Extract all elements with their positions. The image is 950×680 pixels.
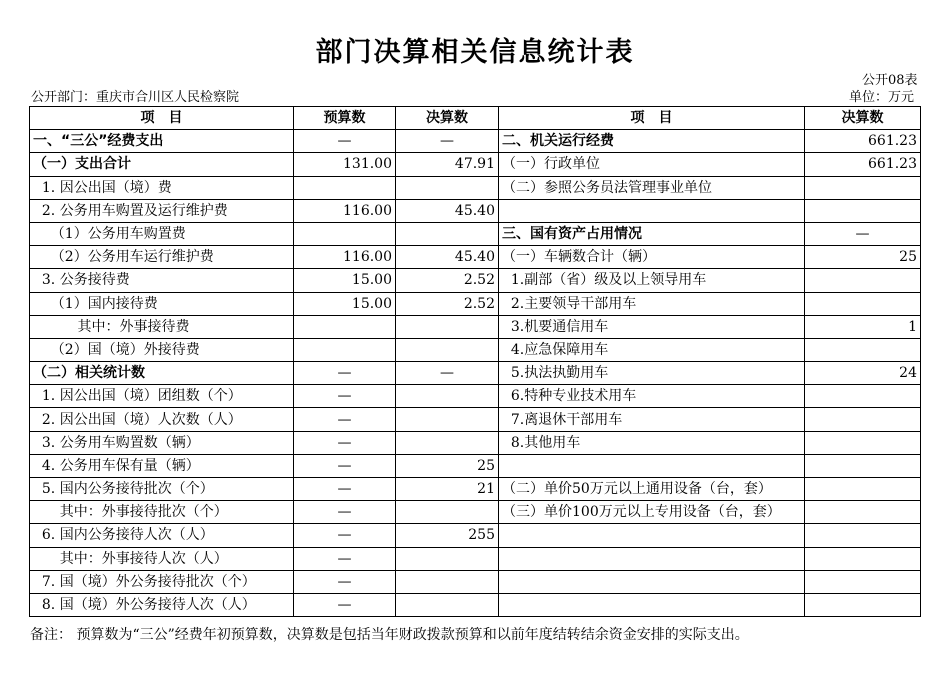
row-budget: — [294,431,396,454]
row-item-left: 一、“三公”经费支出 [30,130,294,153]
unit-label: 单位：万元 [849,90,915,105]
row-budget: — [294,593,396,616]
row-budget: 116.00 [294,199,396,222]
row-item-left: 5. 国内公务接待批次（个） [30,478,294,501]
row-budget: — [294,362,396,385]
table-row [30,454,921,477]
table-row [30,547,921,570]
row-budget [294,338,396,361]
table-row [30,199,921,222]
row-item-right: （一）车辆数合计（辆） [499,246,805,269]
table-row [30,222,921,245]
table-row [30,385,921,408]
row-final-right [805,478,921,501]
header-final-right: 决算数 [805,107,921,130]
row-final-left [396,547,499,570]
table-row [30,408,921,431]
row-final-left [396,570,499,593]
row-budget [294,222,396,245]
row-final-right [805,199,921,222]
row-final-left [396,408,499,431]
table-header-row [30,107,921,130]
row-final-left: 21 [396,478,499,501]
row-item-right: 7.离退休干部用车 [499,408,805,431]
table-row [30,524,921,547]
row-final-left [396,338,499,361]
table-row [30,130,921,153]
row-final-left: 2.52 [396,269,499,292]
row-item-right [499,570,805,593]
row-item-right [499,547,805,570]
table-row [30,362,921,385]
row-item-left: 1. 因公出国（境）费 [30,176,294,199]
row-final-right [805,454,921,477]
row-item-right: 2.主要领导干部用车 [499,292,805,315]
table-row [30,176,921,199]
form-number: 公开08表 [862,73,918,88]
row-final-left [396,431,499,454]
table-row [30,501,921,524]
row-item-right [499,199,805,222]
row-final-right: 661.23 [805,153,921,176]
row-item-right: 8.其他用车 [499,431,805,454]
row-final-right: 661.23 [805,130,921,153]
row-final-right: — [805,222,921,245]
row-final-right [805,593,921,616]
header-item-left: 项 目 [30,107,294,130]
row-final-left [396,176,499,199]
row-item-right: 二、机关运行经费 [499,130,805,153]
row-item-left: 4. 公务用车保有量（辆） [30,454,294,477]
table-row [30,153,921,176]
table-row [30,570,921,593]
row-item-left: 1. 因公出国（境）团组数（个） [30,385,294,408]
row-item-left: 7. 国（境）外公务接待批次（个） [30,570,294,593]
header-budget: 预算数 [294,107,396,130]
row-final-left: — [396,130,499,153]
header-final-left: 决算数 [396,107,499,130]
table-row [30,246,921,269]
row-final-right [805,547,921,570]
table-row [30,269,921,292]
row-final-right: 25 [805,246,921,269]
row-budget: 15.00 [294,292,396,315]
table-row [30,478,921,501]
row-item-right [499,454,805,477]
row-item-left: 其中：外事接待批次（个） [30,501,294,524]
row-final-left: — [396,362,499,385]
row-item-left: （1）国内接待费 [30,292,294,315]
row-final-right: 24 [805,362,921,385]
row-budget: — [294,524,396,547]
row-budget: — [294,501,396,524]
row-item-left: 2. 公务用车购置及运行维护费 [30,199,294,222]
row-final-left: 45.40 [396,246,499,269]
row-item-left: 3. 公务用车购置数（辆） [30,431,294,454]
row-budget: 15.00 [294,269,396,292]
row-budget: — [294,385,396,408]
row-budget: — [294,547,396,570]
row-item-right: 3.机要通信用车 [499,315,805,338]
row-item-left: 8. 国（境）外公务接待人次（人） [30,593,294,616]
table-row [30,431,921,454]
row-item-right: （三）单价100万元以上专用设备（台，套） [499,501,805,524]
row-final-right [805,338,921,361]
row-item-left: （二）相关统计数 [30,362,294,385]
row-final-right [805,408,921,431]
row-item-right: 6.特种专业技术用车 [499,385,805,408]
row-final-right [805,176,921,199]
row-budget [294,315,396,338]
row-budget [294,176,396,199]
statistics-table [29,106,921,617]
row-final-right [805,570,921,593]
row-item-left: 其中：外事接待人次（人） [30,547,294,570]
row-item-left: （2）国（境）外接待费 [30,338,294,361]
row-budget: 131.00 [294,153,396,176]
row-item-right [499,593,805,616]
row-final-right [805,501,921,524]
department-label: 公开部门：重庆市合川区人民检察院 [31,90,240,105]
row-final-left: 45.40 [396,199,499,222]
table-row [30,292,921,315]
row-item-left: （2）公务用车运行维护费 [30,246,294,269]
row-final-right [805,524,921,547]
row-budget: — [294,454,396,477]
footnote: 备注： 预算数为“三公”经费年初预算数，决算数是包括当年财政拨款预算和以前年度结转结余资金安排的实际支出。 [30,627,749,643]
row-final-right: 1 [805,315,921,338]
row-item-left: （1）公务用车购置费 [30,222,294,245]
row-item-left: （一）支出合计 [30,153,294,176]
row-budget: — [294,570,396,593]
row-item-left: 3. 公务接待费 [30,269,294,292]
row-item-left: 其中：外事接待费 [30,315,294,338]
row-final-right [805,385,921,408]
row-final-left [396,315,499,338]
table-row [30,593,921,616]
row-final-right [805,269,921,292]
page-title: 部门决算相关信息统计表 [315,37,635,68]
row-budget: — [294,478,396,501]
row-item-right: （二）单价50万元以上通用设备（台，套） [499,478,805,501]
row-item-right: 1.副部（省）级及以上领导用车 [499,269,805,292]
row-final-left: 25 [396,454,499,477]
row-budget: — [294,408,396,431]
row-final-left: 47.91 [396,153,499,176]
row-final-left [396,593,499,616]
header-item-right: 项 目 [499,107,805,130]
row-item-left: 6. 国内公务接待人次（人） [30,524,294,547]
table-row [30,338,921,361]
row-item-right: 4.应急保障用车 [499,338,805,361]
row-budget: 116.00 [294,246,396,269]
row-final-right [805,431,921,454]
row-item-right: 三、国有资产占用情况 [499,222,805,245]
row-item-left: 2. 因公出国（境）人次数（人） [30,408,294,431]
row-item-right: （二）参照公务员法管理事业单位 [499,176,805,199]
row-final-left [396,222,499,245]
row-item-right [499,524,805,547]
row-item-right: 5.执法执勤用车 [499,362,805,385]
table-row [30,315,921,338]
row-final-left [396,385,499,408]
row-final-right [805,292,921,315]
row-budget: — [294,130,396,153]
row-final-left: 2.52 [396,292,499,315]
row-final-left: 255 [396,524,499,547]
row-final-left [396,501,499,524]
row-item-right: （一）行政单位 [499,153,805,176]
